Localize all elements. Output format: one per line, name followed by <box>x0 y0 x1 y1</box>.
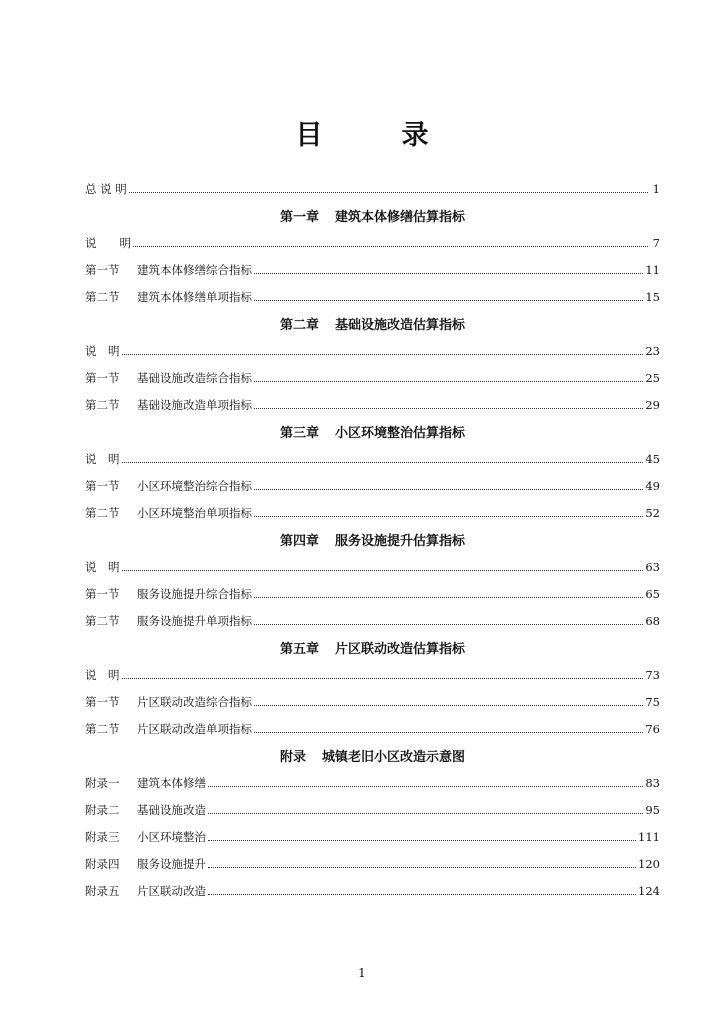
page-number-footer: 1 <box>358 966 366 980</box>
toc-entry[interactable] <box>85 283 660 310</box>
toc-entry-prefix: 第二节 <box>85 505 120 520</box>
toc-entry-prefix: 附录五 <box>85 883 120 898</box>
toc-page-number: 120 <box>638 856 660 871</box>
dot-leader <box>254 489 643 490</box>
toc-entry-prefix: 说 明 <box>85 343 120 358</box>
toc-page-number: 1 <box>652 181 660 196</box>
toc-chapter-heading <box>85 526 660 553</box>
toc-entry-title: 片区联动改造单项指标 <box>137 721 252 736</box>
toc-entry-label <box>85 586 252 602</box>
toc-page-number: 73 <box>645 667 660 682</box>
toc-entry[interactable] <box>85 796 660 823</box>
toc-entry-label <box>85 397 252 413</box>
toc-entry[interactable] <box>85 553 660 580</box>
toc-entry[interactable] <box>85 229 660 256</box>
chapter-number: 第一章 <box>279 210 319 225</box>
toc-entry-label <box>85 667 120 683</box>
toc-entry-label <box>85 802 206 818</box>
toc-entry-prefix: 附录三 <box>85 829 120 844</box>
chapter-number: 附录 <box>279 750 306 765</box>
toc-entry[interactable] <box>85 715 660 742</box>
toc-entry-prefix: 说 明 <box>85 451 120 466</box>
toc-entry-label <box>85 856 206 872</box>
toc-entry-title: 建筑本体修缮综合指标 <box>137 262 252 277</box>
toc-entry[interactable] <box>85 877 660 904</box>
toc-entry[interactable] <box>85 499 660 526</box>
toc-entry-label <box>85 181 127 197</box>
dot-leader <box>254 300 643 301</box>
toc-entry[interactable] <box>85 607 660 634</box>
toc-entry-title: 基础设施改造单项指标 <box>137 397 252 412</box>
dot-leader <box>122 462 644 463</box>
chapter-number: 第二章 <box>279 318 319 333</box>
toc-entry-prefix: 第一节 <box>85 262 120 277</box>
toc-entry-prefix: 第一节 <box>85 586 120 601</box>
toc-entry-label <box>85 613 252 629</box>
toc-page-number: 83 <box>645 775 660 790</box>
toc-entry[interactable] <box>85 580 660 607</box>
toc-entry[interactable] <box>85 823 660 850</box>
toc-entry-prefix: 第一节 <box>85 370 120 385</box>
toc-chapter-heading <box>85 310 660 337</box>
toc-entry-label <box>85 775 206 791</box>
toc-entry-title: 建筑本体修缮单项指标 <box>137 289 252 304</box>
toc-entry[interactable] <box>85 391 660 418</box>
toc-entry-label <box>85 289 252 305</box>
toc-page-number: 111 <box>638 829 660 844</box>
dot-leader <box>208 867 636 868</box>
toc-chapter-heading <box>85 418 660 445</box>
toc-entry-label <box>85 694 252 710</box>
dot-leader <box>254 624 643 625</box>
chapter-title: 服务设施提升估算指标 <box>335 534 466 549</box>
toc-entry-label <box>85 829 206 845</box>
toc-entry-label <box>85 451 120 467</box>
toc-entry-prefix: 说 明 <box>85 559 120 574</box>
toc-page-number: 11 <box>645 262 660 277</box>
toc-entry-prefix: 第一节 <box>85 694 120 709</box>
chapter-number: 第五章 <box>279 642 319 657</box>
toc-entry-label <box>85 883 206 899</box>
toc-page-number: 52 <box>645 505 660 520</box>
toc-entry-title: 服务设施提升 <box>137 856 206 871</box>
toc-entry-prefix: 附录二 <box>85 802 120 817</box>
toc-entry-prefix: 说 明 <box>85 235 131 250</box>
toc-entry-title: 小区环境整治 <box>137 829 206 844</box>
toc-entry-prefix: 附录四 <box>85 856 120 871</box>
toc-entry[interactable] <box>85 661 660 688</box>
toc-entry-prefix: 说 明 <box>85 667 120 682</box>
toc-entry[interactable] <box>85 688 660 715</box>
toc-entry-title: 小区环境整治单项指标 <box>137 505 252 520</box>
chapter-number: 第四章 <box>279 534 319 549</box>
toc-page-number: 75 <box>645 694 660 709</box>
toc-entry-label <box>85 505 252 521</box>
toc-page-number: 23 <box>645 343 660 358</box>
toc-page-number: 95 <box>645 802 660 817</box>
toc-page-number: 124 <box>638 883 660 898</box>
toc-entry-prefix: 第二节 <box>85 397 120 412</box>
toc-entry-prefix: 第二节 <box>85 613 120 628</box>
toc-page-number: 29 <box>645 397 660 412</box>
toc-entry-prefix: 总 说 明 <box>85 181 127 196</box>
toc-entry-label <box>85 262 252 278</box>
dot-leader <box>208 786 643 787</box>
toc-entry-label <box>85 235 131 251</box>
toc-entry-title: 建筑本体修缮 <box>137 775 206 790</box>
toc-entry-title: 服务设施提升综合指标 <box>137 586 252 601</box>
dot-leader <box>122 354 644 355</box>
dot-leader <box>122 570 644 571</box>
toc-page-number: 76 <box>645 721 660 736</box>
chapter-title: 基础设施改造估算指标 <box>335 318 466 333</box>
toc-entry-label <box>85 478 252 494</box>
dot-leader <box>254 732 643 733</box>
toc-entry-label <box>85 721 252 737</box>
toc-entry[interactable] <box>85 445 660 472</box>
toc-entry[interactable] <box>85 175 660 202</box>
toc-chapter-heading <box>85 202 660 229</box>
chapter-title: 片区联动改造估算指标 <box>335 642 466 657</box>
toc-entry-prefix: 附录一 <box>85 775 120 790</box>
toc-entry[interactable] <box>85 769 660 796</box>
toc-page-number: 65 <box>645 586 660 601</box>
toc-entry[interactable] <box>85 364 660 391</box>
dot-leader <box>208 813 643 814</box>
toc-page-number: 63 <box>645 559 660 574</box>
toc-page-number: 7 <box>652 235 660 250</box>
toc-entry-label <box>85 559 120 575</box>
toc-entry-prefix: 第二节 <box>85 289 120 304</box>
dot-leader <box>254 597 643 598</box>
dot-leader <box>208 894 636 895</box>
toc-entry-title: 服务设施提升单项指标 <box>137 613 252 628</box>
table-of-contents <box>85 175 660 904</box>
toc-page-number: 15 <box>645 289 660 304</box>
toc-chapter-heading <box>85 634 660 661</box>
toc-entry-label <box>85 370 252 386</box>
toc-entry-label <box>85 343 120 359</box>
toc-entry[interactable] <box>85 256 660 283</box>
toc-entry-prefix: 第二节 <box>85 721 120 736</box>
toc-entry-title: 基础设施改造 <box>137 802 206 817</box>
toc-entry-title: 片区联动改造综合指标 <box>137 694 252 709</box>
chapter-title: 建筑本体修缮估算指标 <box>335 210 466 225</box>
dot-leader <box>254 705 643 706</box>
toc-page-number: 45 <box>645 451 660 466</box>
dot-leader <box>254 408 643 409</box>
toc-entry[interactable] <box>85 337 660 364</box>
chapter-title: 小区环境整治估算指标 <box>335 426 466 441</box>
page-title: 目 录 <box>295 120 455 151</box>
toc-page-number: 49 <box>645 478 660 493</box>
dot-leader <box>254 273 643 274</box>
dot-leader <box>254 516 643 517</box>
chapter-number: 第三章 <box>279 426 319 441</box>
dot-leader <box>133 246 648 247</box>
dot-leader <box>208 840 636 841</box>
toc-entry-title: 片区联动改造 <box>137 883 206 898</box>
dot-leader <box>122 678 644 679</box>
chapter-title: 城镇老旧小区改造示意图 <box>322 750 466 765</box>
toc-entry[interactable] <box>85 850 660 877</box>
toc-page-number: 68 <box>645 613 660 628</box>
dot-leader <box>129 192 648 193</box>
toc-entry[interactable] <box>85 472 660 499</box>
toc-entry-prefix: 第一节 <box>85 478 120 493</box>
toc-chapter-heading <box>85 742 660 769</box>
dot-leader <box>254 381 643 382</box>
toc-entry-title: 小区环境整治综合指标 <box>137 478 252 493</box>
toc-page-number: 25 <box>645 370 660 385</box>
toc-entry-title: 基础设施改造综合指标 <box>137 370 252 385</box>
